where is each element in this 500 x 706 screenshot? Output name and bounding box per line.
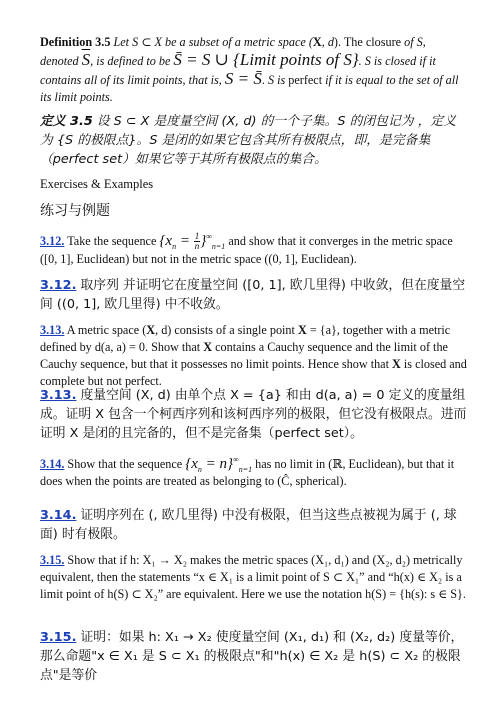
definition-en: Definition 3.5 Let S ⊂ X be a subset of a metric space (X, d). The closure of S, denoted $\overline{S}$, is defined to be S̄ = S ∪ {Limit points of S}. S is closed if it contains all of its limit points, that is, S = S̄. S is perfect if it is equal to the set of all its limit points. [40, 35, 459, 104]
exercise-3-12-cn: 3.12. 取序列 并证明它在度量空间 ([0, 1], 欧几里得) 中收敛，但在度量空间 ((0, 1], 欧几里得) 中不收敛。 [40, 278, 466, 312]
exercise-3-15-cn: 3.15. 证明：如果 h: X₁ → X₂ 使度量空间 (X₁, d₁) 和 (X₂, d₂) 度量等价，那么命题"x ∈ X₁ 是 S ⊂ X₁ 的极限点"和"h(x) ∈ X₂ 是 h(S) ⊂ X₂ 的极限点"是等价 [40, 630, 464, 683]
sequence-n: $\{x_n = n\}^\infty_{n=1}$ [185, 455, 253, 474]
sequence-1-over-n: {$x_n$ = $\frac{1}{n}$ }$^\infty_{n=1}$ [159, 231, 226, 251]
exercise-3-15-en: 3.15. Show that if h: X₁ → X₂ makes the metric spaces (X₁, d₁) and (X₂, d₂) metrically equivalent, then the statements “x ∈ X₁ is a limit point of S ⊂ X₁” and “h(x) ∈ X₂ is a limit point of h(S) ⊂ X₂” are equivalent. Here we use the notation h(S) = {h(s): s ∈ S}. [40, 553, 466, 601]
definition-cn-label: 定义 3.5 [40, 114, 93, 129]
closure-symbol: $\overline{S}$ [81, 50, 91, 69]
exercise-3-14-en: 3.14. Show that the sequence $\{x_n = n\}^\infty_{n=1}$ has no limit in (ℝ, Euclidean), but that it does when the points are treated as belonging to (Ĉ, spherical). [40, 455, 455, 488]
exercise-3-14-cn: 3.14. 证明序列在 (, 欧几里得) 中没有极限，但当这些点被视为属于 (, 球面) 时有极限。 [40, 508, 457, 542]
exercise-3-13-cn: 3.13. 度量空间 (X, d) 由单个点 X = {a} 和由 d(a, a) = 0 定义的度量组成。证明 X 包含一个柯西序列和该柯西序列的极限，但它没有极限点。进而证明 X 是闭的且完备的，但不是完备集（perfect set）。 [40, 388, 467, 441]
exercise-3-12-en: 3.12. Take the sequence {$x_n$ = $\frac{1}{n}$ }$^\infty_{n=1}$ and show that it converges in the metric space ([0, 1], Euclidean) but not in the metric space ((0, 1], Euclidean). [40, 231, 453, 266]
closure-equation: S̄ = S ∪ {Limit points of S} [173, 50, 359, 69]
definition-label: Definition 3.5 [40, 35, 111, 49]
exercise-number-link[interactable]: 3.12. [40, 233, 65, 248]
exercise-3-13-en: 3.13. A metric space (X, d) consists of a single point X = {a}, together with a metric defined by d(a, a) = 0. Show that X contains a Cauchy sequence and the limit of the Cauchy sequence, but that it possesses no limit points. Hence show that X is closed and complete but not perfect. [40, 323, 467, 388]
definition-cn: 定义 3.5 设 S ⊂ X 是度量空间 (X, d) 的一个子集。S 的闭包记为 ，定义为 {S 的极限点}。S 是闭的如果它包含其所有极限点，即，是完备集（perfect set）如果它等于其所有极限点的集合。 [40, 114, 457, 167]
section-title-cn: 练习与例题 [40, 203, 110, 219]
section-title-en: Exercises & Examples [40, 177, 154, 191]
closed-equation: S = S̄ [224, 69, 262, 88]
